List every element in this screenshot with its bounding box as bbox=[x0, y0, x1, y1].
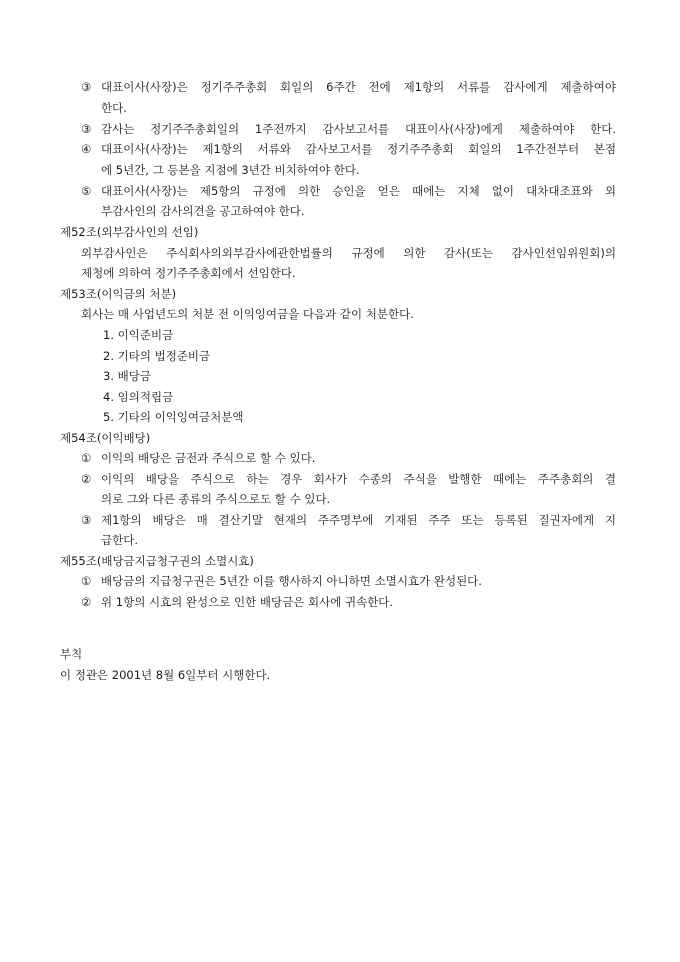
list-item: 1. 이익준비금 bbox=[103, 328, 174, 342]
paragraph-text-continued: 부감사인의 감사의견을 공고하여야 한다. bbox=[101, 204, 305, 218]
paragraph-text-continued: 의로 그와 다른 종류의 주식으로도 할 수 있다. bbox=[101, 492, 331, 506]
paragraph-marker: ⑤ bbox=[81, 184, 92, 198]
list-item: 3. 배당금 bbox=[103, 369, 151, 383]
paragraph-text: 제1항의 배당은 매 결산기말 현재의 주주명부에 기재된 주주 또는 등록된 질권자에게 지 bbox=[101, 513, 616, 527]
list-item: 5. 기타의 이익잉여금처분액 bbox=[103, 410, 244, 424]
paragraph-text: 감사는 정기주주총회일의 1주전까지 감사보고서를 대표이사(사장)에게 제출하여야 한다. bbox=[101, 122, 616, 136]
paragraph-marker: ② bbox=[81, 595, 92, 609]
paragraph-marker: ④ bbox=[81, 142, 92, 156]
article-heading: 제54조(이익배당) bbox=[60, 431, 151, 445]
paragraph-marker: ③ bbox=[81, 80, 92, 94]
article-heading: 제53조(이익금의 처분) bbox=[60, 287, 177, 301]
paragraph-text: 배당금의 지급청구권은 5년간 이를 행사하지 아니하면 소멸시효가 완성된다. bbox=[101, 574, 482, 588]
article-heading: 제55조(배당금지급청구권의 소멸시효) bbox=[60, 554, 254, 568]
article-body-continued: 제청에 의하여 정기주주총회에서 선임한다. bbox=[81, 266, 296, 280]
list-item: 4. 임의적립금 bbox=[103, 390, 174, 404]
paragraph-marker: ① bbox=[81, 574, 92, 588]
paragraph-text: 위 1항의 시효의 완성으로 인한 배당금은 회사에 귀속한다. bbox=[101, 595, 394, 609]
paragraph-marker: ① bbox=[81, 451, 92, 465]
paragraph-text: 대표이사(사장)은 정기주주총회 회일의 6주간 전에 제1항의 서류를 감사에게 제출하여야 bbox=[101, 80, 616, 94]
paragraph-text-continued: 에 5년간, 그 등본을 지점에 3년간 비치하여야 한다. bbox=[101, 163, 360, 177]
article-heading: 제52조(외부감사인의 선임) bbox=[60, 225, 199, 239]
paragraph-text: 대표이사(사장)는 제1항의 서류와 감사보고서를 정기주주총회 회일의 1주간전부터 본점 bbox=[101, 142, 616, 156]
paragraph-text: 대표이사(사장)는 제5항의 규정에 의한 승인을 얻은 때에는 지체 없이 대차대조표와 외 bbox=[101, 184, 616, 198]
article-body: 회사는 매 사업년도의 처분 전 이익잉여금을 다음과 같이 처분한다. bbox=[81, 307, 414, 321]
supplementary-text: 이 정관은 2001년 8월 6일부터 시행한다. bbox=[60, 668, 271, 682]
paragraph-text-continued: 한다. bbox=[101, 101, 127, 115]
paragraph-text: 이익의 배당은 금전과 주식으로 할 수 있다. bbox=[101, 451, 316, 465]
paragraph-text-continued: 급한다. bbox=[101, 533, 138, 547]
paragraph-marker: ③ bbox=[81, 122, 92, 136]
paragraph-marker: ③ bbox=[81, 513, 92, 527]
list-item: 2. 기타의 법정준비금 bbox=[103, 349, 211, 363]
supplementary-heading: 부칙 bbox=[60, 647, 83, 661]
article-body: 외부감사인은 주식회사의외부감사에관한법률의 규정에 의한 감사(또는 감사인선임위원회)의 bbox=[81, 246, 616, 260]
paragraph-text: 이익의 배당을 주식으로 하는 경우 회사가 수종의 주식을 발행한 때에는 주주총회의 결 bbox=[101, 472, 616, 486]
paragraph-marker: ② bbox=[81, 472, 92, 486]
